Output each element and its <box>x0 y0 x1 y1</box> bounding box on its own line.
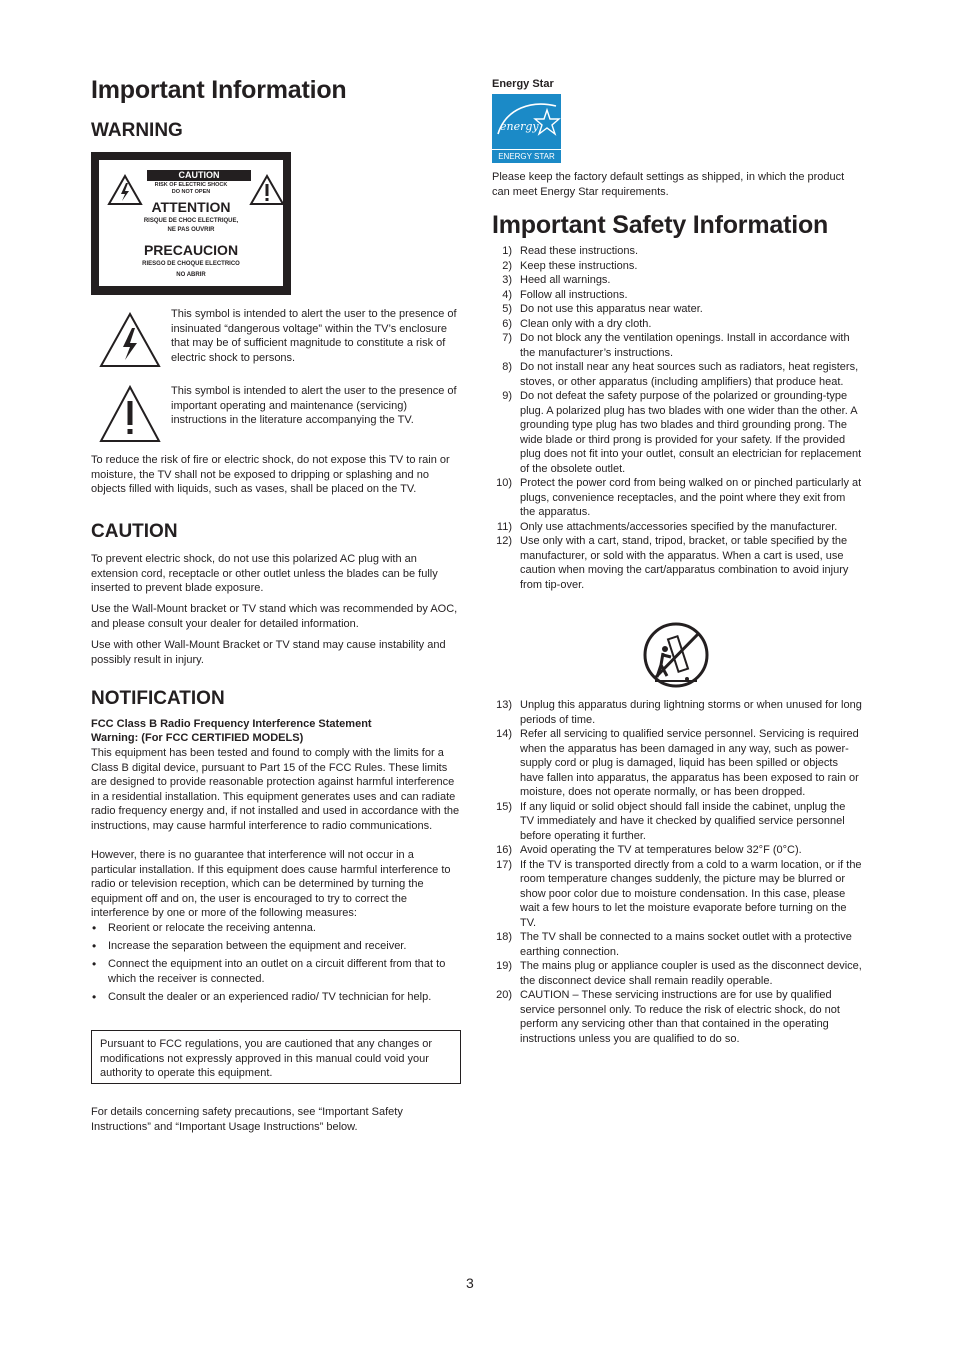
energy-star-logo <box>492 94 561 163</box>
cart-tip-over-icon <box>643 621 709 689</box>
exclamation-warning-icon <box>249 174 285 206</box>
safety-item-text: Clean only with a dry cloth. <box>520 317 652 330</box>
caution-paragraph-2: Use the Wall-Mount bracket or TV stand which was recommended by AOC, and please consult your dealer for detailed information. <box>91 603 458 630</box>
safety-item-text: Protect the power cord from being walked on or pinched particularly at plugs, convenience receptacles, and the point where they exit from the apparatus. <box>520 477 862 518</box>
notification-heading: NOTIFICATION <box>91 688 225 709</box>
safety-item <box>492 800 862 844</box>
caution-paragraph-3: Use with other Wall-Mount Bracket or TV stand may cause instability and possibly result in injury. <box>91 639 446 666</box>
safety-item <box>492 389 862 476</box>
safety-item <box>492 259 862 274</box>
fcc-notice-text: Pursuant to FCC regulations, you are cautioned that any changes or modifications not expressly approved in this manual could void your authority to operate this equipment. <box>100 1038 433 1079</box>
list-item: • Increase the separation between the equipment and receiver. <box>91 939 461 954</box>
safety-item-text: If the TV is transported directly from a cold to a warm location, or if the room temperature changes suddenly, the picture may be blurred or show poor color due to moisture condensation. In this case, please wait a few hours to let the moisture evaporate before turning on the TV. <box>520 858 862 929</box>
safety-item-text: Use only with a cart, stand, tripod, bracket, or table specified by the manufacturer, or sold with the apparatus. When a cart is used, use caution when moving the cart/apparatus combination to avoid injury from tip-over. <box>520 535 849 591</box>
label-attention: ATTENTION <box>151 199 231 215</box>
label-attention-sub2: NE PAS OUVRIR <box>167 227 215 233</box>
safety-item <box>492 360 862 389</box>
symbol2-text: This symbol is intended to alert the user to the presence of important operating and maintenance (servicing) instructions in the literature accompanying the TV. <box>171 385 457 426</box>
label-caution-sub2: DO NOT OPEN <box>171 189 211 195</box>
details-text: For details concerning safety precautions, see “Important Safety Instructions” and “Important Usage Instructions” below. <box>91 1106 403 1133</box>
safety-item-text: Heed all warnings. <box>520 274 611 286</box>
safety-item <box>492 698 862 727</box>
list-item: • Connect the equipment into an outlet on a circuit different from that to which the receiver is connected. <box>91 957 461 986</box>
caution-heading: CAUTION <box>91 521 178 542</box>
safety-item-number: 11) <box>496 520 512 533</box>
safety-item <box>492 244 862 259</box>
safety-item-text: Do not defeat the safety purpose of the polarized or grounding-type plug. A polarized plug has two blades with one wider than the other. A grounding type plug has two blades and third grounding prong. The wide blade or third prong is provided for your safety. If the provided plug does not fit into your outlet, consult an electrician for replacement of the obsolete outlet. <box>520 390 862 475</box>
safety-item-text: The TV shall be connected to a mains socket outlet with a protective earthing connection. <box>520 931 852 958</box>
safety-item <box>492 959 862 988</box>
fire-warning-text: To reduce the risk of fire or electric shock, do not expose this TV to rain or moisture, the TV shall not be exposed to dripping or splashing and no objects filled with liquids, such as vases, shall be placed on the TV. <box>91 454 450 495</box>
safety-item-number: 20) <box>496 989 512 1001</box>
fcc-warning-title: Warning: (For FCC CERTIFIED MODELS) <box>91 732 304 744</box>
safety-item <box>492 273 862 288</box>
safety-item-text: Do not use this apparatus near water. <box>520 303 703 315</box>
fcc-measures-list <box>91 921 461 1005</box>
list-item: • Reorient or relocate the receiving antenna. <box>91 921 461 936</box>
safety-item-number: 13) <box>496 699 512 711</box>
energy-logo-text: ENERGY STAR <box>492 149 561 164</box>
fcc-title: FCC Class B Radio Frequency Interference Statement <box>91 718 372 730</box>
safety-item-number: 10) <box>496 477 512 489</box>
safety-item-number: 6) <box>502 317 512 330</box>
label-precaucion-sub2: NO ABRIR <box>176 272 206 278</box>
safety-item-number: 7) <box>502 332 512 344</box>
label-caution: CAUTION <box>147 170 251 181</box>
safety-item <box>492 534 862 592</box>
label-precaucion-sub1: RIESGO DE CHOQUE ELECTRICO <box>142 261 240 267</box>
safety-item <box>492 930 862 959</box>
safety-item-text: If any liquid or solid object should fall inside the cabinet, unplug the TV immediately and have it checked by qualified service personnel before operating it further. <box>520 800 846 842</box>
safety-item <box>492 288 862 303</box>
symbol1-text: This symbol is intended to alert the user to the presence of insinuated “dangerous voltage” within the TV’s enclosure that may be of sufficient magnitude to constitute a risk of electric shock to persons. <box>171 308 457 364</box>
fcc-paragraph-2: However, there is no guarantee that interference will not occur in a particular installation. If this equipment does cause harmful interference to radio or television reception, which can be determined by turning the equipment off and on, the user is encouraged to try to correct the interference by one or more of the following measures: <box>91 849 451 919</box>
safety-item <box>492 988 862 1046</box>
safety-item-number: 3) <box>502 274 512 286</box>
safety-item <box>492 858 862 931</box>
safety-item <box>492 302 862 317</box>
safety-item-text: Unplug this apparatus during lightning storms or when unused for long periods of time. <box>520 699 862 726</box>
safety-item-text: Follow all instructions. <box>520 288 628 301</box>
safety-item-text: Do not block any the ventilation openings. Install in accordance with the manufacturer’s instructions. <box>520 332 850 359</box>
safety-item-text: The mains plug or appliance coupler is used as the disconnect device, the disconnect device shall remain readily operable. <box>520 960 862 987</box>
safety-list-continued <box>492 698 862 1046</box>
label-precaucion: PRECAUCION <box>143 242 239 258</box>
safety-item <box>492 727 862 800</box>
safety-item-number: 8) <box>502 361 512 373</box>
list-item: • Consult the dealer or an experienced radio/ TV technician for help. <box>91 990 461 1005</box>
safety-list <box>492 244 862 592</box>
safety-item <box>492 843 862 858</box>
caution-paragraph-1: To prevent electric shock, do not use this polarized AC plug with an extension cord, receptacle or other outlet unless the blades can be fully inserted to prevent blade exposure. <box>91 553 438 594</box>
safety-item-number: 5) <box>502 303 512 315</box>
energy-star-text: Please keep the factory default settings as shipped, in which the product can meet Energy Star requirements. <box>492 171 845 198</box>
safety-item-number: 4) <box>502 288 512 301</box>
safety-item-text: Only use attachments/accessories specified by the manufacturer. <box>520 520 838 533</box>
lightning-warning-icon <box>107 174 143 206</box>
safety-item-number: 15) <box>496 800 512 813</box>
fcc-notice-box <box>91 1030 461 1084</box>
dangerous-voltage-icon <box>99 312 161 368</box>
energy-star-icon <box>492 94 561 149</box>
safety-item-number: 2) <box>502 259 512 272</box>
safety-item-text: Refer all servicing to qualified service personnel. Servicing is required when the apparatus has been damaged in any way, such as power-supply cord or plug is damaged, liquid has been spilled or objects have fallen into apparatus, the apparatus has been exposed to rain or moisture, does not operate normally, or has been dropped. <box>520 728 859 798</box>
safety-item-number: 9) <box>502 390 512 402</box>
safety-item-number: 17) <box>496 858 512 871</box>
safety-item <box>492 476 862 520</box>
safety-item <box>492 331 862 360</box>
safety-title: Important Safety Information <box>492 211 829 239</box>
page-title: Important Information <box>91 76 347 104</box>
label-attention-sub1: RISQUE DE CHOC ELECTRIQUE, <box>143 218 239 224</box>
safety-item-text: Keep these instructions. <box>520 259 638 272</box>
safety-item-number: 14) <box>496 728 512 740</box>
safety-item-number: 1) <box>502 245 512 257</box>
caution-label <box>91 152 291 295</box>
safety-item-text: CAUTION – These servicing instructions are for use by qualified service personnel only. To reduce the risk of electric shock, do not perform any servicing other than that contained in the operating instructions unless you are qualified to do so. <box>520 989 840 1045</box>
safety-item-number: 12) <box>496 535 512 547</box>
safety-item-text: Do not install near any heat sources such as radiators, heat registers, stoves, or other apparatus (including amplifiers) that produce heat. <box>520 361 859 388</box>
safety-item-text: Avoid operating the TV at temperatures below 32°F (0°C). <box>520 844 802 856</box>
safety-item-number: 18) <box>496 931 512 943</box>
page-number: 3 <box>466 1275 474 1291</box>
safety-item <box>492 520 862 535</box>
safety-item-text: Read these instructions. <box>520 245 639 257</box>
safety-item <box>492 317 862 332</box>
exclamation-icon <box>99 385 161 443</box>
safety-item-number: 16) <box>496 844 512 856</box>
label-caution-sub1: RISK OF ELECTRIC SHOCK <box>154 182 228 188</box>
energy-logo-script: energy <box>500 120 539 133</box>
warning-heading: WARNING <box>91 120 183 141</box>
safety-item-number: 19) <box>496 960 512 972</box>
energy-star-heading: Energy Star <box>492 78 554 90</box>
fcc-paragraph-1: This equipment has been tested and found to comply with the limits for a Class B digital device, pursuant to Part 15 of the FCC Rules. These limits are designed to provide reasonable protection against harmful interference in a residential installation. This equipment generates uses and can radiate radio frequency energy and, if not installed and used in accordance with the instructions, may cause harmful interference to radio communications. <box>91 747 460 832</box>
